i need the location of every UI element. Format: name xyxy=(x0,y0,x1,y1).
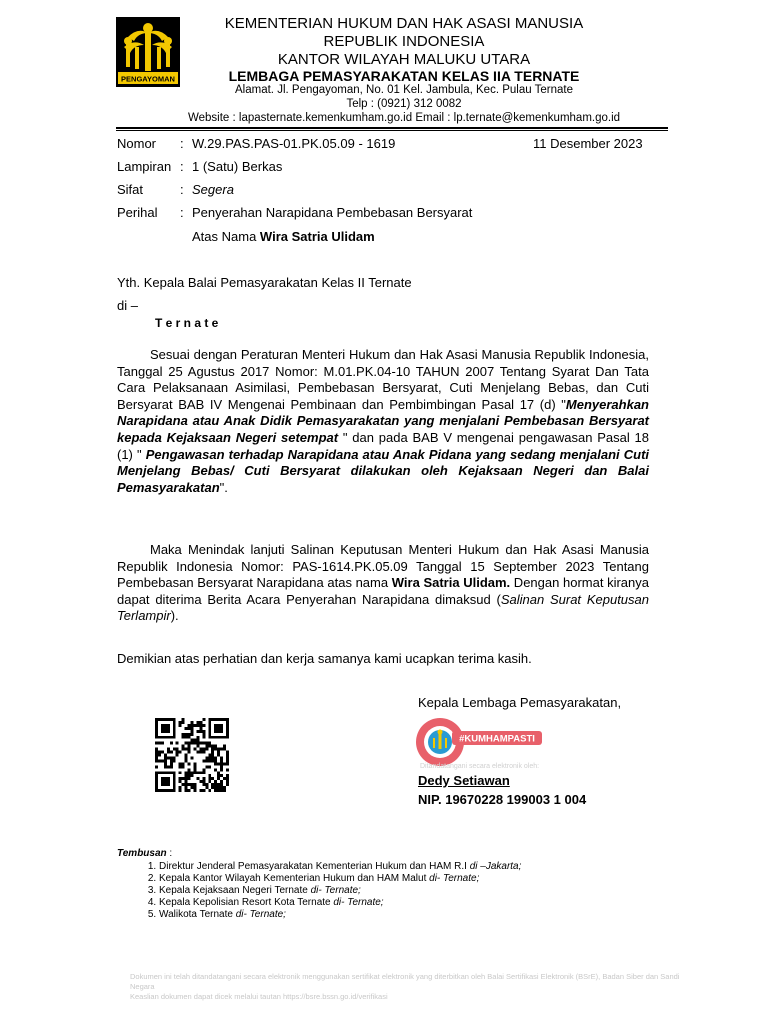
ministry-name: KEMENTERIAN HUKUM DAN HAK ASASI MANUSIA xyxy=(224,15,584,32)
p2-name: Wira Satria Ulidam. xyxy=(391,575,511,591)
letter-date: 11 Desember 2023 xyxy=(533,136,643,151)
signatory-name: Dedy Setiawan xyxy=(418,773,510,788)
e-signature-footer xyxy=(130,972,690,1002)
svg-text:PENGAYOMAN: PENGAYOMAN xyxy=(121,74,175,84)
tembusan-item-location: di- Ternate; xyxy=(235,909,286,920)
sifat-colon: : xyxy=(180,182,184,197)
tembusan-item-location: di- Ternate; xyxy=(333,897,384,908)
sifat-value: Segera xyxy=(192,182,234,197)
lampiran-label: Lampiran xyxy=(117,159,172,174)
institution-name: LEMBAGA PEMASYARAKATAN KELAS IIA TERNATE xyxy=(228,68,580,84)
tembusan-colon: : xyxy=(166,848,173,859)
footer-line-2: Keaslian dokumen dapat dicek melalui tautan https://bsre.bssn.go.id/verifikasi xyxy=(130,992,388,1001)
body-paragraph-1 xyxy=(117,347,649,496)
lampiran-colon: : xyxy=(180,159,184,174)
tembusan-item xyxy=(159,861,537,873)
perihal-line2 xyxy=(192,229,375,244)
p1-text: Sesuai dengan Peraturan Menteri Hukum dan Hak Asasi Manusia Republik Indonesia, Tanggal 25 Agustus 2017 Nomor: M.01.PK.04-10 TAHUN 2007 Tentang Syarat Dan Tata Cara Pelaksanaan Asimilasi, Pembebasan Bersyarat, Cuti Menjelang Bebas, dan Cuti Bersyarat BAB IV Mengenai Pembinaan dan Pembimbingan Pasal 17 (d) " xyxy=(117,347,649,412)
verification-qr-code xyxy=(155,718,229,792)
tembusan-item-text: Direktur Jenderal Pemasyarakatan Kementerian Hukum dan HAM R.I xyxy=(159,861,470,872)
p1-end: ". xyxy=(219,479,228,495)
p1-quote-2: Pengawasan terhadap Narapidana atau Anak Pidana yang sedang menjalani Cuti Menjelang Bebas/ Cuti Bersyarat dilakukan oleh Kejaksaan Negeri dan Balai Pemasyarakatan xyxy=(117,446,650,495)
signatory-title: Kepala Lembaga Pemasyarakatan, xyxy=(418,695,622,710)
perihal-line1: Penyerahan Narapidana Pembebasan Bersyarat xyxy=(192,205,473,220)
tembusan-item-text: Kepala Kantor Wilayah Kementerian Hukum dan HAM Malut xyxy=(159,873,430,884)
website-email-line: Website : lapasternate.kemenkumham.go.id Email : lp.ternate@kemenkumham.go.id xyxy=(187,112,621,124)
p1-text-2: " dan pada BAB V mengenai pengawasan Pasal 18 (1) " xyxy=(117,429,650,462)
recipient-di: di – xyxy=(117,298,138,313)
country-name: REPUBLIK INDONESIA xyxy=(323,33,485,50)
lampiran-value: 1 (Satu) Berkas xyxy=(192,159,283,174)
recipient-line: Yth. Kepala Balai Pemasyarakatan Kelas II Ternate xyxy=(117,275,412,290)
tembusan-item xyxy=(159,873,537,885)
tembusan-heading xyxy=(117,848,537,859)
tembusan-item-location: di –Jakarta; xyxy=(469,861,522,872)
tembusan-item xyxy=(159,897,537,909)
perihal-prefix: Atas Nama xyxy=(192,229,260,244)
p2-end: ). xyxy=(170,608,179,624)
recipient-city: T e r n a t e xyxy=(155,316,219,330)
svg-text:#KUMHAMPASTI: #KUMHAMPASTI xyxy=(459,733,535,745)
signatory-nip: NIP. 19670228 199003 1 004 xyxy=(418,792,587,807)
header-rule-thick xyxy=(116,127,668,129)
tembusan-item xyxy=(159,885,537,897)
inmate-name: Wira Satria Ulidam xyxy=(259,229,375,244)
tembusan-item-text: Kepala Kejaksaan Negeri Ternate xyxy=(159,885,311,896)
nomor-label: Nomor xyxy=(117,136,157,151)
tembusan-label: Tembusan xyxy=(117,848,167,859)
p2-attachment: Salinan Surat Keputusan Terlampir xyxy=(117,591,649,624)
regional-office-name: KANTOR WILAYAH MALUKU UTARA xyxy=(277,51,531,68)
address-line: Alamat. Jl. Pengayoman, No. 01 Kel. Jambula, Kec. Pulau Ternate xyxy=(235,84,573,96)
perihal-label: Perihal xyxy=(117,205,158,220)
p2-text: Maka Menindak lanjuti Salinan Keputusan Menteri Hukum dan Hak Asasi Manusia Republik Indonesia Nomor: PAS-1614.PK.05.09 Tanggal 15 September 2023 Tentang Pembebasan Bersyarat Narapidana atas nama xyxy=(117,542,649,591)
p1-quote-1: Menyerahkan Narapidana atau Anak Didik Pemasyarakatan yang menjalani Pembebasan Bersyarat kepada Kejaksaan Negeri setempat xyxy=(117,396,649,445)
tembusan-block xyxy=(117,848,537,921)
sifat-label: Sifat xyxy=(117,182,144,197)
tembusan-item-text: Walikota Ternate xyxy=(159,909,236,920)
nomor-colon: : xyxy=(180,136,184,151)
body-paragraph-2 xyxy=(117,542,649,625)
tembusan-item-location: di- Ternate; xyxy=(429,873,480,884)
body-paragraph-3: Demikian atas perhatian dan kerja samanya kami ucapkan terima kasih. xyxy=(117,651,532,666)
stamp-subtext: Ditandatangani secara elektronik oleh: xyxy=(420,763,540,770)
perihal-colon: : xyxy=(180,205,184,220)
header-rule-thin xyxy=(116,130,668,131)
p2-text-2: Dengan hormat kiranya dapat diterima Berita Acara Penyerahan Narapidana dimaksud ( xyxy=(117,575,649,607)
tembusan-item-location: di- Ternate; xyxy=(310,885,361,896)
letter-number: W.29.PAS.PAS-01.PK.05.09 - 1619 xyxy=(192,136,396,151)
tembusan-item-text: Kepala Kepolisian Resort Kota Ternate xyxy=(159,897,334,908)
tembusan-list xyxy=(117,861,537,921)
footer-line-1: Dokumen ini telah ditandatangani secara elektronik menggunakan sertifikat elektronik yang diterbitkan oleh Balai Sertifikasi Elektronik (BSrE), Badan Siber dan Sandi Negara xyxy=(130,972,680,991)
tembusan-item xyxy=(159,909,537,921)
phone-line: Telp : (0921) 312 0082 xyxy=(346,98,462,110)
qr-code-icon xyxy=(155,718,229,792)
